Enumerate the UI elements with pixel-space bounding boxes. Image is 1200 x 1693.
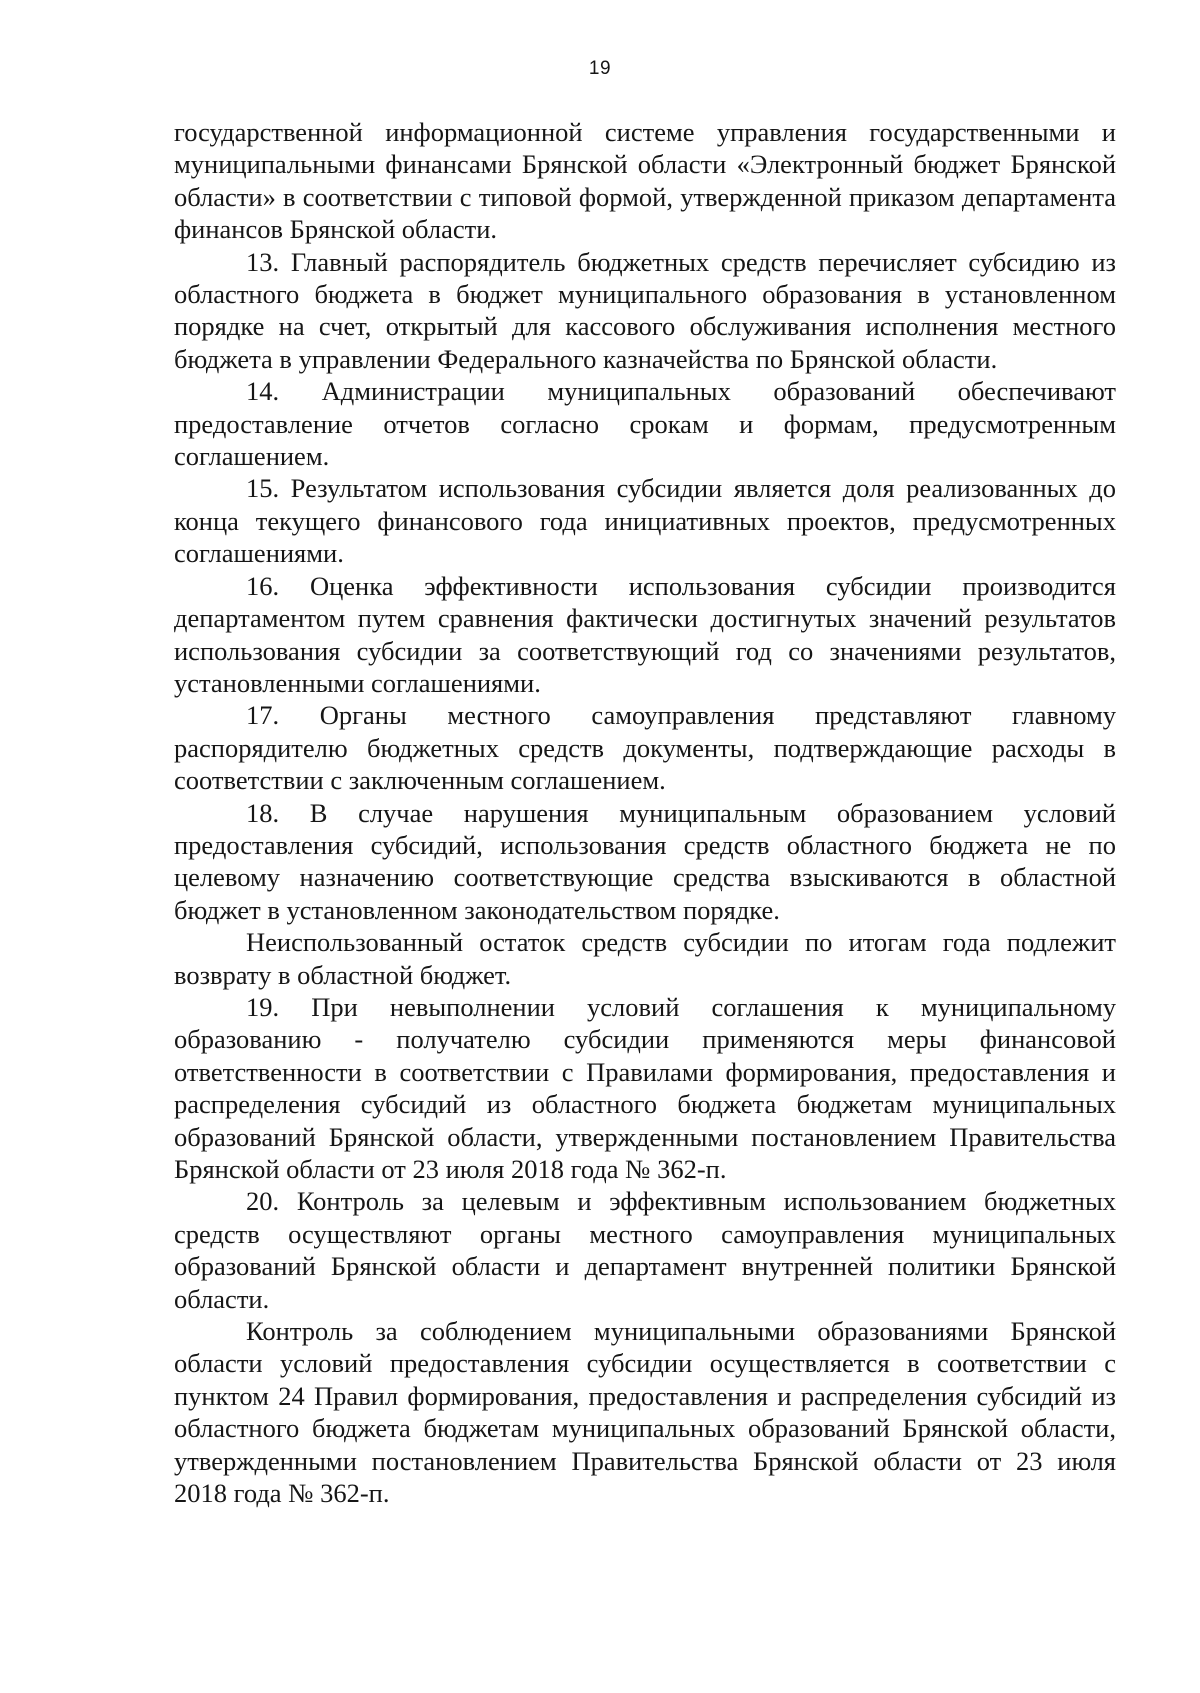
paragraph-item-20: 20. Контроль за целевым и эффективным использованием бюджетных средств осуществляют органы местного самоуправления муниципальных образований Брянской области и департамент внутренней политики Брянской области. <box>174 1186 1116 1314</box>
document-body <box>174 116 1116 1509</box>
page-number: 19 <box>588 58 612 79</box>
paragraph-item-18: 18. В случае нарушения муниципальным образованием условий предоставления субсидий, использования средств областного бюджета не по целевому назначению соответствующие средства взыскиваются в областной бюджет в установленном законодательством порядке. <box>174 797 1116 925</box>
paragraph-item-16: 16. Оценка эффективности использования субсидии производится департаментом путем сравнения фактически достигнутых значений результатов использования субсидии за соответствующий год со значениями результатов, установленными соглашениями. <box>174 570 1116 698</box>
paragraph-item-17: 17. Органы местного самоуправления представляют главному распорядителю бюджетных средств документы, подтверждающие расходы в соответствии с заключенным соглашением. <box>174 700 1116 796</box>
paragraph-item-18-remainder: Неиспользованный остаток средств субсидии по итогам года подлежит возврату в областной бюджет. <box>174 927 1116 990</box>
paragraph-item-15: 15. Результатом использования субсидии является доля реализованных до конца текущего финансового года инициативных проектов, предусмотренных соглашениями. <box>174 473 1116 569</box>
paragraph-continuation: государственной информационной системе управления государственными и муниципальными финансами Брянской области «Электронный бюджет Брянской области» в соответствии с типовой формой, утвержденной приказом департамента финансов Брянской области. <box>174 117 1116 245</box>
paragraph-item-19: 19. При невыполнении условий соглашения к муниципальному образованию - получателю субсидии применяются меры финансовой ответственности в соответствии с Правилами формирования, предоставления и распределения субсидий из областного бюджета бюджетам муниципальных образований Брянской области, утвержденными постановлением Правительства Брянской области от 23 июля 2018 года № 362-п. <box>174 991 1116 1184</box>
paragraph-item-14: 14. Администрации муниципальных образований обеспечивают предоставление отчетов согласно срокам и формам, предусмотренным соглашением. <box>174 376 1116 472</box>
paragraph-item-13: 13. Главный распорядитель бюджетных средств перечисляет субсидию из областного бюджета в бюджет муниципального образования в установленном порядке на счет, открытый для кассового обслуживания исполнения местного бюджета в управлении Федерального казначейства по Брянской области. <box>174 246 1116 374</box>
paragraph-item-20-control: Контроль за соблюдением муниципальными образованиями Брянской области условий предоставления субсидии осуществляется в соответствии с пунктом 24 Правил формирования, предоставления и распределения субсидий из областного бюджета бюджетам муниципальных образований Брянской области, утвержденными постановлением Правительства Брянской области от 23 июля 2018 года № 362-п. <box>174 1316 1116 1509</box>
